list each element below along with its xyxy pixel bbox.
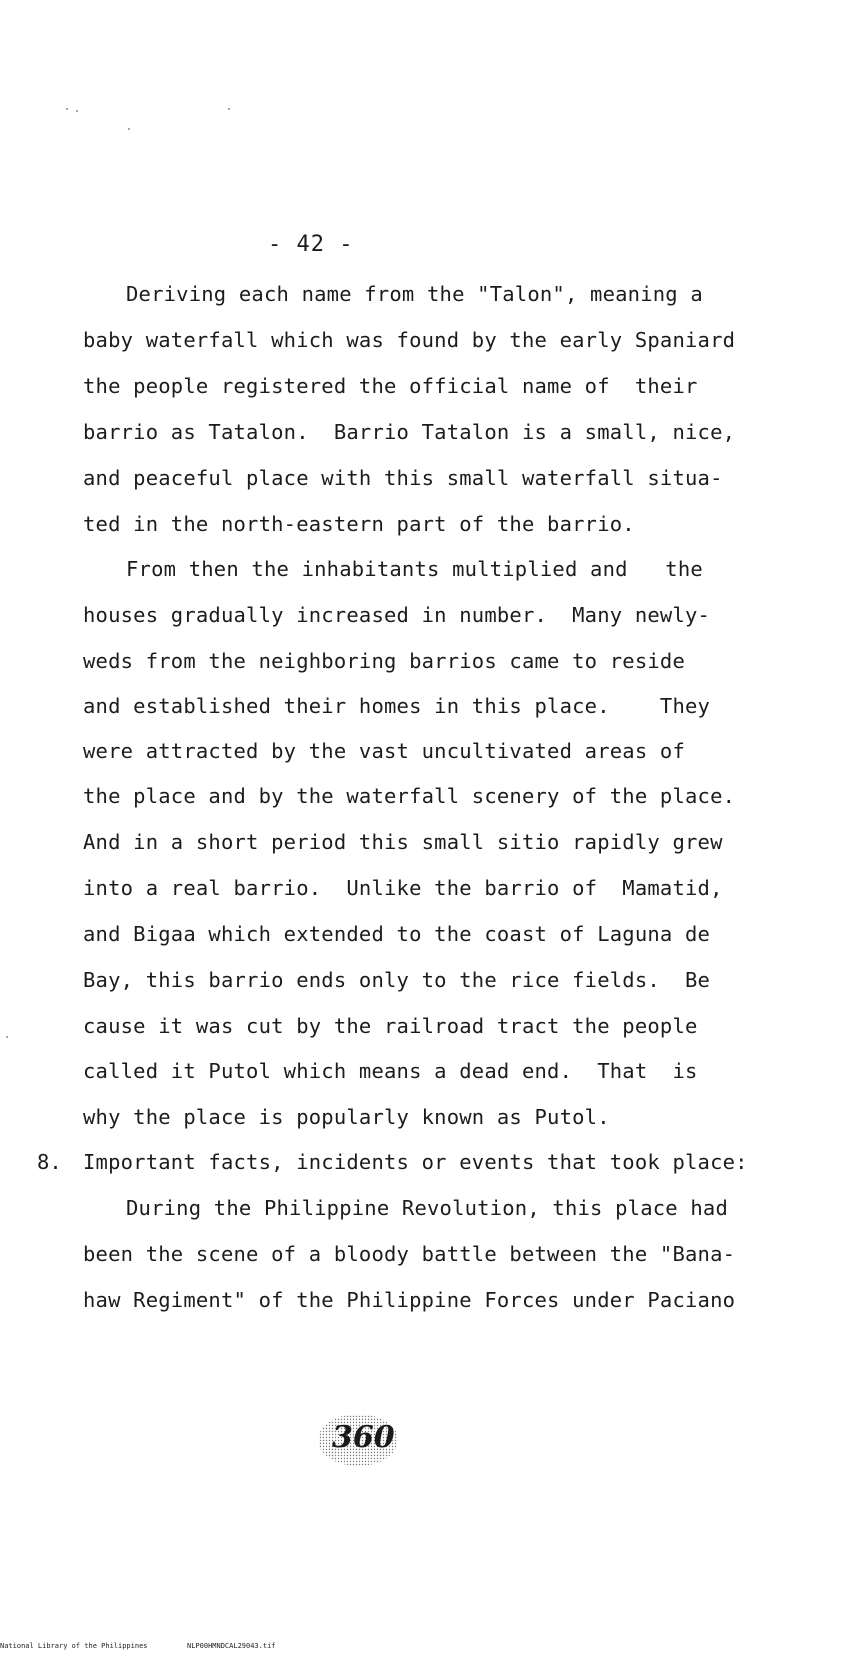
- paragraph-3-line-1: During the Philippine Revolution, this place had: [126, 1196, 729, 1220]
- scan-speck: [6, 1036, 8, 1038]
- paragraph-2-line-6: the place and by the waterfall scenery of the place.: [83, 784, 736, 808]
- scan-speck: [128, 128, 130, 130]
- paragraph-1-line-2: baby waterfall which was found by the early Spaniard: [83, 328, 736, 352]
- paragraph-1-line-5: and peaceful place with this small waterfall situa-: [83, 466, 723, 490]
- paragraph-2-line-10: Bay, this barrio ends only to the rice fields. Be: [83, 968, 711, 992]
- paragraph-2-line-7: And in a short period this small sitio rapidly grew: [83, 830, 723, 854]
- stamp-page-number: 360: [332, 1420, 395, 1455]
- paragraph-1-line-1: Deriving each name from the "Talon", meaning a: [126, 282, 703, 306]
- scan-speck: [76, 110, 78, 112]
- item-8-heading: Important facts, incidents or events that took place:: [83, 1150, 748, 1174]
- paragraph-2-line-1: From then the inhabitants multiplied and the: [126, 557, 703, 581]
- paragraph-2-line-2: houses gradually increased in number. Many newly-: [83, 603, 711, 627]
- paragraph-3-line-2: been the scene of a bloody battle between the "Bana-: [83, 1242, 736, 1266]
- paragraph-1-line-3: the people registered the official name of their: [83, 374, 698, 398]
- scan-speck: [228, 108, 230, 110]
- paragraph-2-line-9: and Bigaa which extended to the coast of Laguna de: [83, 922, 711, 946]
- footer-source: National Library of the Philippines: [0, 1642, 148, 1650]
- paragraph-2-line-13: why the place is popularly known as Putol.: [83, 1105, 610, 1129]
- paragraph-2-line-8: into a real barrio. Unlike the barrio of Mamatid,: [83, 876, 723, 900]
- paragraph-2-line-4: and established their homes in this place. They: [83, 694, 711, 718]
- scan-speck: [66, 108, 68, 110]
- paragraph-2-line-5: were attracted by the vast uncultivated areas of: [83, 739, 686, 763]
- paragraph-2-line-3: weds from the neighboring barrios came to reside: [83, 649, 686, 673]
- paragraph-1-line-4: barrio as Tatalon. Barrio Tatalon is a small, nice,: [83, 420, 736, 444]
- page-number: - 42 -: [268, 232, 354, 257]
- item-8-number: 8.: [37, 1150, 62, 1174]
- paragraph-2-line-11: cause it was cut by the railroad tract the people: [83, 1014, 698, 1038]
- paragraph-2-line-12: called it Putol which means a dead end. That is: [83, 1059, 698, 1083]
- paragraph-3-line-3: haw Regiment" of the Philippine Forces under Paciano: [83, 1288, 736, 1312]
- footer-file: NLP00HMNDCAL29043.tif: [187, 1642, 276, 1650]
- paragraph-1-line-6: ted in the north-eastern part of the barrio.: [83, 512, 635, 536]
